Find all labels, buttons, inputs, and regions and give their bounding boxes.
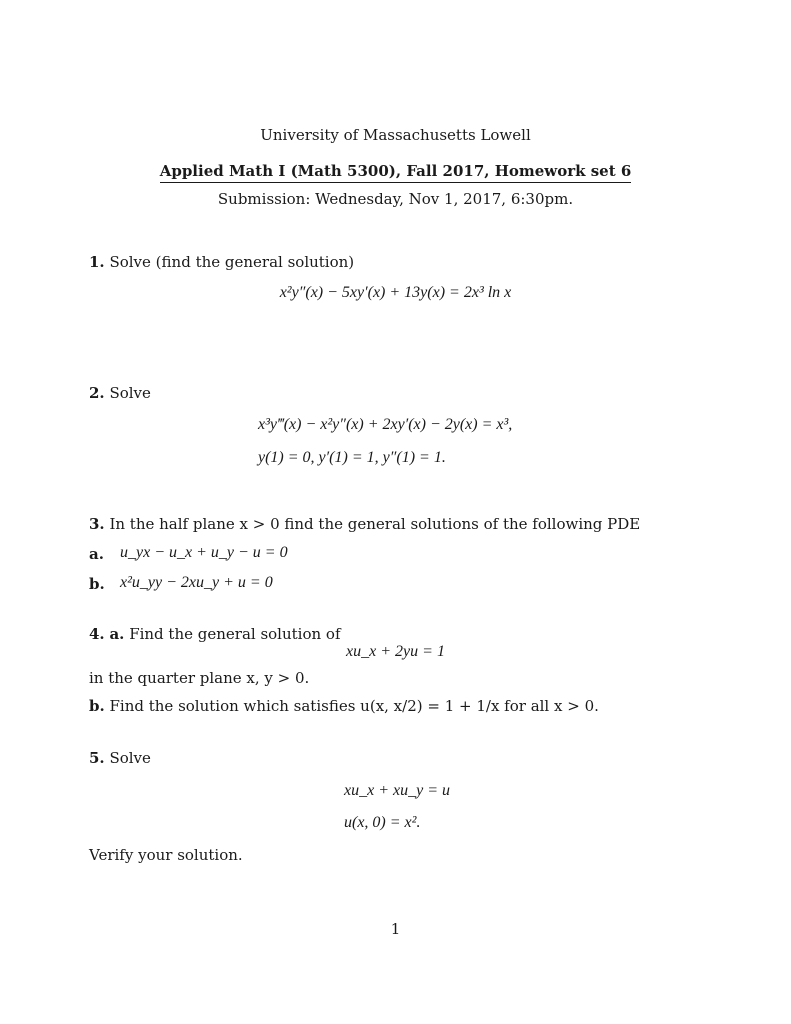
university-name: University of Massachusetts Lowell	[260, 126, 531, 144]
problem-2-equation: x³y‴(x) − x²y″(x) + 2xy′(x) − 2y(x) = x³,	[258, 416, 513, 433]
problem-5-statement	[89, 749, 151, 767]
problem-3a-label: a.	[89, 545, 104, 563]
problem-3b-equation: x²u_yy − 2xu_y + u = 0	[120, 574, 273, 591]
problem-3-number: 3.	[89, 515, 105, 533]
problem-4-statement	[89, 625, 341, 643]
problem-2-text: Solve	[109, 384, 151, 402]
problem-5-text: Solve	[109, 749, 151, 767]
course-title: Applied Math I (Math 5300), Fall 2017, Homework set 6	[160, 162, 632, 183]
problem-4-domain: in the quarter plane x, y > 0.	[89, 669, 310, 687]
problem-1-equation: x²y″(x) − 5xy′(x) + 13y(x) = 2x³ ln x	[279, 284, 512, 301]
page-number: 1	[390, 920, 401, 938]
problem-1-number: 1.	[89, 253, 105, 271]
problem-1-text: Solve (find the general solution)	[109, 253, 355, 271]
problem-4b-label: b.	[89, 697, 105, 715]
problem-2-initial-conditions: y(1) = 0, y′(1) = 1, y″(1) = 1.	[258, 449, 446, 466]
problem-4a-text: Find the general solution of	[129, 625, 341, 643]
problem-5-number: 5.	[89, 749, 105, 767]
problem-3-statement	[89, 515, 640, 533]
problem-2-number: 2.	[89, 384, 105, 402]
problem-1-statement	[89, 253, 354, 271]
problem-5-verify: Verify your solution.	[89, 846, 243, 864]
problem-2-statement	[89, 384, 151, 402]
problem-4a-label: a.	[109, 625, 125, 643]
problem-4b-text: Find the solution which satisfies u(x, x/2) = 1 + 1/x for all x > 0.	[109, 697, 599, 715]
problem-3-text: In the half plane x > 0 find the general solutions of the following PDE	[109, 515, 641, 533]
course-title-wrap	[0, 162, 791, 183]
problem-4-equation: xu_x + 2yu = 1	[346, 643, 445, 660]
problem-4-number: 4.	[89, 625, 105, 643]
problem-5-equation: xu_x + xu_y = u	[344, 782, 450, 799]
problem-4b-statement	[89, 697, 599, 715]
problem-3a-equation: u_yx − u_x + u_y − u = 0	[120, 544, 288, 561]
problem-3b-label: b.	[89, 575, 105, 593]
submission-date: Submission: Wednesday, Nov 1, 2017, 6:30pm.	[217, 190, 574, 208]
problem-5-boundary-condition: u(x, 0) = x².	[344, 814, 421, 831]
